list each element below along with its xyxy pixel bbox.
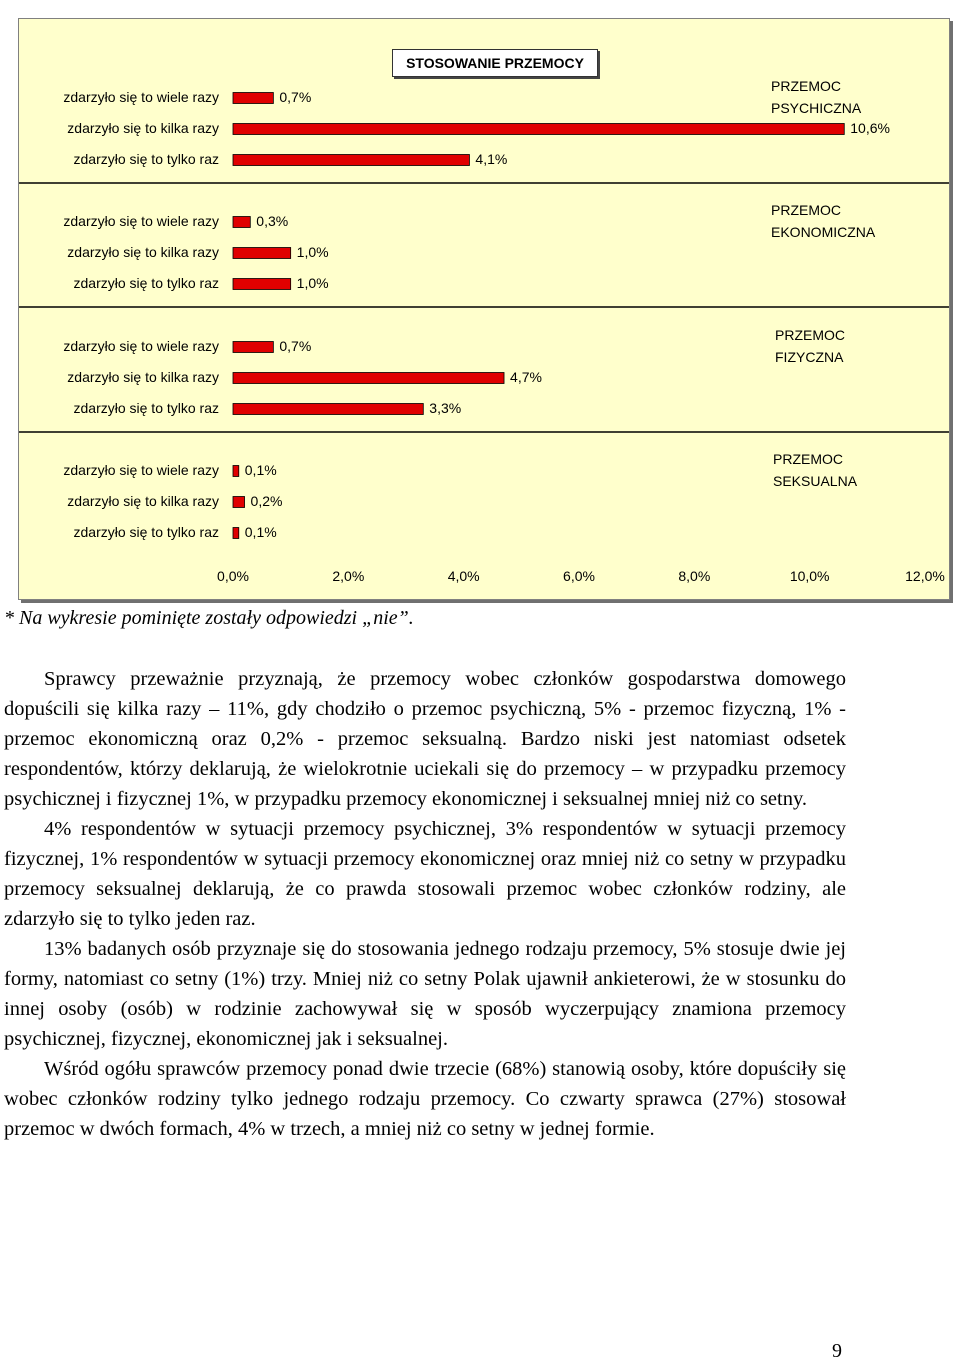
bar-chart bbox=[19, 19, 949, 599]
data-label: 0,2% bbox=[250, 493, 283, 509]
bar bbox=[233, 124, 844, 135]
chart-footnote: * Na wykresie pominięte zostały odpowiedzi „nie”. bbox=[4, 607, 414, 629]
x-tick-label: 8,0% bbox=[678, 568, 711, 584]
data-label: 3,3% bbox=[429, 400, 462, 416]
bar bbox=[233, 497, 245, 508]
category-label: zdarzyło się to kilka razy bbox=[67, 493, 219, 509]
paragraph-1: Sprawcy przeważnie przyznają, że przemocy wobec członków gospodarstwa domowego dopuścili się kilka razy – 11%, gdy chodziło o przemoc psychiczną, 5% - przemoc fizyczną, 1% - przemoc ekonomiczną oraz 0,2% - przemoc seksualną. Bardzo niski jest natomiast odsetek respondentów, którzy deklarują, że wielokrotnie uciekali się do przemocy – w przypadku przemocy psychicznej i fizycznej 1%, w przypadku przemocy ekonomicznej i seksualnej mniej niż co setny. bbox=[4, 668, 846, 810]
x-tick-label: 6,0% bbox=[563, 568, 595, 584]
category-label: zdarzyło się to tylko raz bbox=[73, 524, 219, 540]
paragraph-4: Wśród ogółu sprawców przemocy ponad dwie trzecie (68%) stanowią osoby, które dopuściły się wobec członków rodziny tylko jednego rodzaju przemocy. Co czwarty sprawca (27%) stosował przemoc w dwóch formach, 4% w trzech, a mniej niż co setny w jednej formie. bbox=[4, 1058, 846, 1140]
category-label: zdarzyło się to tylko raz bbox=[73, 151, 219, 167]
group-name-label: SEKSUALNA bbox=[773, 473, 858, 489]
chart-title: STOSOWANIE PRZEMOCY bbox=[392, 49, 598, 77]
bar bbox=[233, 528, 239, 539]
data-label: 0,1% bbox=[244, 524, 277, 540]
category-label: zdarzyło się to wiele razy bbox=[63, 213, 219, 229]
data-label: 0,3% bbox=[256, 213, 289, 229]
bar bbox=[233, 279, 291, 290]
group-name-label: FIZYCZNA bbox=[775, 349, 844, 365]
category-label: zdarzyło się to kilka razy bbox=[67, 244, 219, 260]
data-label: 0,7% bbox=[279, 338, 312, 354]
category-label: zdarzyło się to tylko raz bbox=[73, 400, 219, 416]
x-tick-label: 0,0% bbox=[217, 568, 249, 584]
category-label: zdarzyło się to wiele razy bbox=[63, 89, 219, 105]
category-label: zdarzyło się to kilka razy bbox=[67, 120, 219, 136]
data-label: 4,1% bbox=[475, 151, 508, 167]
group-name-label: PRZEMOC bbox=[775, 327, 845, 343]
bar bbox=[233, 155, 469, 166]
bar bbox=[233, 93, 273, 104]
x-tick-label: 10,0% bbox=[789, 568, 830, 584]
data-label: 1,0% bbox=[296, 275, 329, 291]
x-tick-label: 12,0% bbox=[905, 568, 945, 584]
data-label: 0,1% bbox=[244, 462, 277, 478]
page-number: 9 bbox=[832, 1340, 842, 1362]
bar bbox=[233, 248, 291, 259]
bar bbox=[233, 466, 239, 477]
category-label: zdarzyło się to kilka razy bbox=[67, 369, 219, 385]
chart-frame bbox=[18, 18, 950, 600]
paragraph-3: 13% badanych osób przyznaje się do stosowania jednego rodzaju przemocy, 5% stosuje dwie jej formy, natomiast co setny (1%) trzy. Mniej niż co setny Polak ujawnił ankieterowi, że w stosunku do innej osoby (osób) w rodzinie zachowywał się w sposób wyczerpujący znamiona przemocy psychicznej, fizycznej, ekonomicznej jak i seksualnej. bbox=[4, 938, 846, 1050]
x-tick-label: 4,0% bbox=[447, 568, 480, 584]
group-name-label: PRZEMOC bbox=[771, 202, 841, 218]
paragraph-2: 4% respondentów w sytuacji przemocy psychicznej, 3% respondentów w sytuacji przemocy fizycznej, 1% respondentów w sytuacji przemocy ekonomicznej oraz mniej niż co setny w przypadku przemocy seksualnej deklarują, że co prawda stosowali przemoc wobec członków rodziny, ale zdarzyło się to tylko jeden raz. bbox=[4, 818, 846, 930]
group-name-label: EKONOMICZNA bbox=[771, 224, 876, 240]
data-label: 10,6% bbox=[850, 120, 890, 136]
bar bbox=[233, 217, 250, 228]
bar bbox=[233, 342, 273, 353]
body-text bbox=[4, 664, 846, 1144]
group-name-label: PRZEMOC bbox=[773, 451, 843, 467]
category-label: zdarzyło się to wiele razy bbox=[63, 462, 219, 478]
data-label: 4,7% bbox=[510, 369, 542, 385]
category-label: zdarzyło się to wiele razy bbox=[63, 338, 219, 354]
group-name-label: PSYCHICZNA bbox=[771, 100, 862, 116]
bar bbox=[233, 404, 423, 415]
data-label: 1,0% bbox=[296, 244, 329, 260]
category-label: zdarzyło się to tylko raz bbox=[73, 275, 219, 291]
data-label: 0,7% bbox=[279, 89, 312, 105]
group-name-label: PRZEMOC bbox=[771, 78, 841, 94]
x-tick-label: 2,0% bbox=[332, 568, 365, 584]
bar bbox=[233, 373, 504, 384]
